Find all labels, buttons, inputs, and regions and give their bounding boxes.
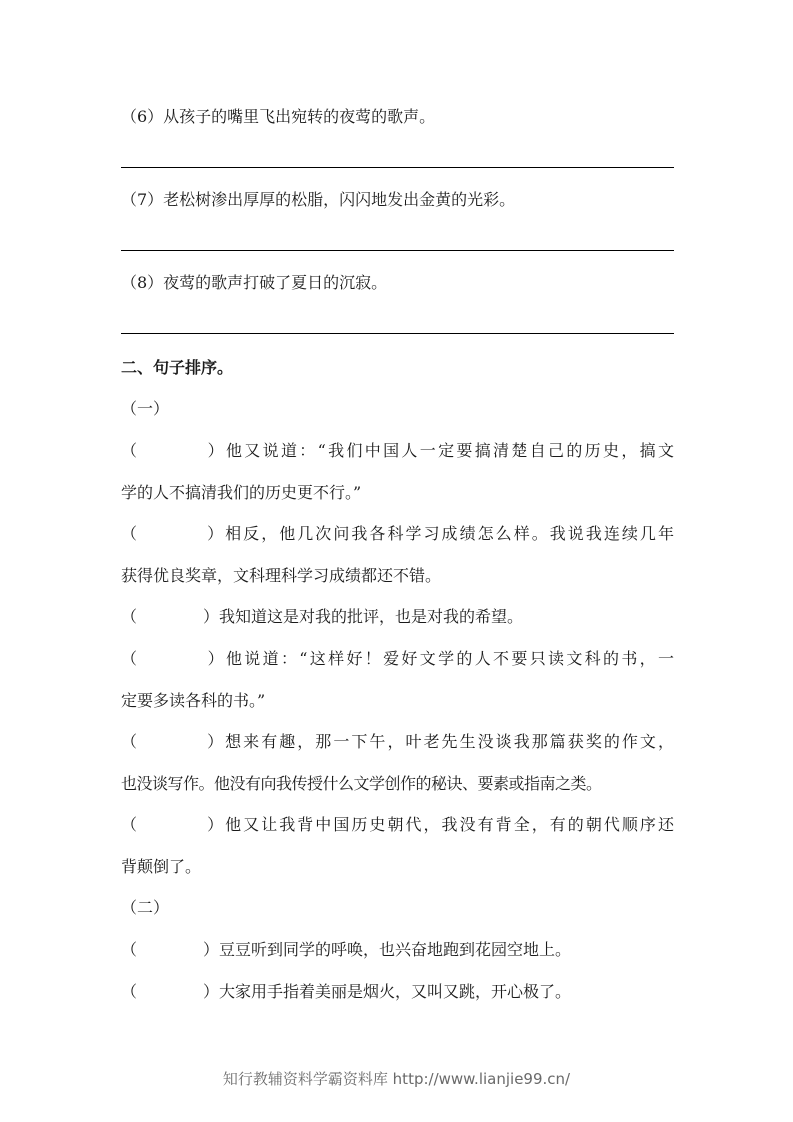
section-heading: 二、句子排序。: [121, 358, 234, 377]
close-paren: ）: [205, 649, 226, 668]
sentence-1-line-2: 学的人不搞清我们的历史更不行。”: [121, 483, 362, 502]
close-paren: ）: [203, 982, 220, 1001]
sentence-5-line-2: 也没谈写作。他没有向我传授什么文学创作的秘诀、要素或指南之类。: [121, 774, 602, 793]
sentence-text: 想来有趣，那一下午，叶老先生没谈我那篇获奖的作文，: [225, 732, 674, 751]
sentence-text: 他又说道：“我们中国人一定要搞清楚自己的历史，搞文: [225, 441, 674, 460]
open-paren: （: [121, 732, 140, 751]
answer-line-7: [121, 250, 674, 251]
open-paren: （: [121, 982, 138, 1001]
open-paren: （: [121, 940, 138, 959]
sentence-text: 我知道这是对我的批评，也是对我的希望。: [219, 607, 524, 626]
close-paren: ）: [203, 607, 220, 626]
sentence-2-line-1: [121, 523, 674, 545]
group-label-2: （二）: [121, 898, 170, 917]
answer-line-6: [121, 167, 674, 168]
sentence-text: 他说道：“这样好！爱好文学的人不要只读文科的书，一: [225, 649, 674, 668]
close-paren: ）: [203, 940, 220, 959]
sentence-6-line-2: 背颠倒了。: [121, 857, 202, 876]
sentence-text: 相反，他几次问我各科学习成绩怎么样。我说我连续几年: [225, 524, 674, 543]
group-label-1: （一）: [121, 399, 170, 418]
open-paren: （: [121, 815, 140, 834]
group2-sentence-1: [121, 939, 571, 961]
sentence-3-line-1: [121, 606, 523, 628]
sentence-text: 豆豆听到同学的呼唤，也兴奋地跑到花园空地上。: [219, 940, 572, 959]
sentence-5-line-1: [121, 731, 674, 753]
close-paren: ）: [205, 441, 226, 460]
open-paren: （: [121, 607, 138, 626]
exercise-item-8: （8）夜莺的歌声打破了夏日的沉寂。: [121, 273, 388, 292]
open-paren: （: [121, 441, 140, 460]
group2-sentence-2: [121, 981, 571, 1003]
open-paren: （: [121, 649, 140, 668]
page-footer: 知行教辅资料学霸资料库 http://www.lianjie99.cn/: [222, 1070, 571, 1088]
sentence-6-line-1: [121, 814, 674, 836]
close-paren: ）: [205, 815, 226, 834]
sentence-text: 他又让我背中国历史朝代，我没有背全，有的朝代顺序还: [225, 815, 674, 834]
close-paren: ）: [205, 524, 226, 543]
answer-line-8: [121, 333, 674, 334]
sentence-1-line-1: [121, 440, 674, 462]
exercise-item-7: （7）老松树渗出厚厚的松脂，闪闪地发出金黄的光彩。: [121, 190, 516, 209]
sentence-4-line-1: [121, 648, 674, 670]
close-paren: ）: [205, 732, 226, 751]
sentence-text: 大家用手指着美丽是烟火，又叫又跳，开心极了。: [219, 982, 572, 1001]
open-paren: （: [121, 524, 140, 543]
sentence-4-line-2: 定要多读各科的书。”: [121, 691, 266, 710]
sentence-2-line-2: 获得优良奖章，文科理科学习成绩都还不错。: [121, 566, 442, 585]
exercise-item-6: （6）从孩子的嘴里飞出宛转的夜莺的歌声。: [121, 107, 436, 126]
